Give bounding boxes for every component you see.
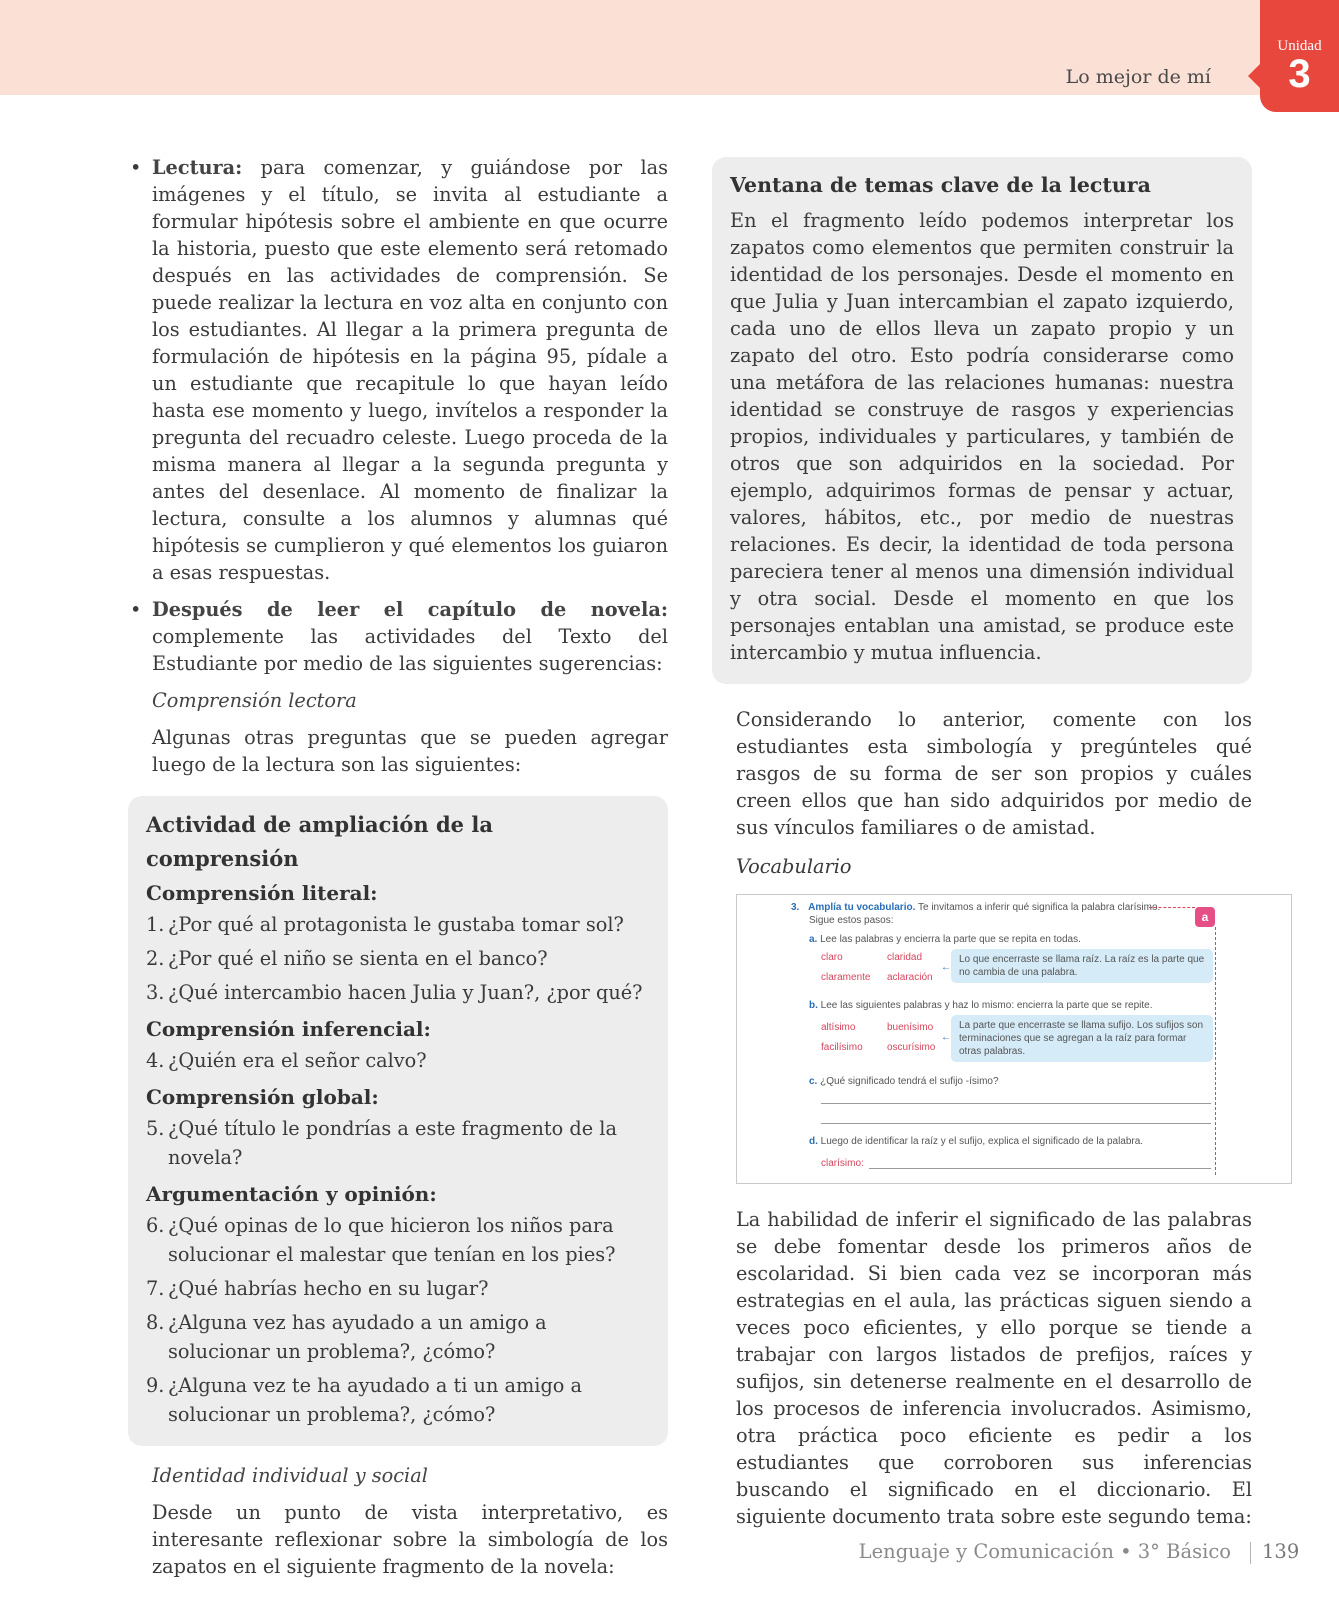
question-text: ¿Por qué al protagonista le gustaba tomar sol? xyxy=(168,913,624,936)
unit-badge xyxy=(1260,0,1339,112)
question-number: 6. xyxy=(146,1214,165,1237)
vf-word: oscurísimo xyxy=(887,1042,936,1053)
vf-word: buenísimo xyxy=(887,1022,934,1033)
question-text: ¿Qué título le pondrías a este fragmento de la novela? xyxy=(168,1117,617,1169)
vf-word: aclaración xyxy=(887,972,933,983)
bullet-heading: Después de leer el capítulo de novela: xyxy=(152,598,668,621)
bullet-text: complemente las actividades del Texto del Estudiante por medio de las siguientes sugerencias: xyxy=(152,625,668,675)
activity-section-heading: Comprensión global: xyxy=(146,1085,379,1109)
question-item xyxy=(146,978,650,1007)
question-item xyxy=(146,944,650,973)
bullet-lectura xyxy=(128,154,668,586)
vf-step-text: Luego de identificar la raíz y el sufijo, explica el significado de la palabra. xyxy=(820,1136,1144,1147)
vf-dashed-line xyxy=(1215,927,1216,1175)
answer-line xyxy=(821,1123,1211,1124)
footer-subject: Lenguaje y Comunicación • 3° Básico xyxy=(858,1540,1231,1563)
footer-divider xyxy=(1250,1542,1251,1564)
abc-icon: a xyxy=(1195,907,1215,927)
page-number: 139 xyxy=(1262,1540,1300,1563)
question-item xyxy=(146,1046,650,1075)
vf-step-text: ¿Qué significado tendrá el sufijo -ísimo? xyxy=(820,1076,999,1087)
bullet-icon: • xyxy=(130,598,142,621)
paragraph: Considerando lo anterior, comente con los estudiantes esta simbología y pregúnteles qué rasgos de su forma de ser son propios y cuáles creen ellos que han sido adquiridos por medio de sus vínculos familiares o de amistad. xyxy=(736,708,1252,839)
vf-title: Amplía tu vocabulario. xyxy=(808,902,916,913)
subheading-identidad: Identidad individual y social xyxy=(152,1464,428,1487)
question-text: ¿Qué intercambio hacen Julia y Juan?, ¿por qué? xyxy=(168,981,643,1004)
question-text: ¿Alguna vez has ayudado a un amigo a solucionar un problema?, ¿cómo? xyxy=(168,1311,547,1363)
vf-step-label: b. xyxy=(809,1000,818,1011)
question-number: 7. xyxy=(146,1277,165,1300)
question-text: ¿Por qué el niño se sienta en el banco? xyxy=(168,947,548,970)
vf-step-label: d. xyxy=(809,1136,818,1147)
activity-section-heading: Comprensión literal: xyxy=(146,881,378,905)
key-themes-text: En el fragmento leído podemos interpretar los zapatos como elementos que permiten construir la identidad de los personajes. Desde el momento en que Julia y Juan intercambian el zapato izquierdo, cada uno de ellos lleva un zapato propio y un zapato del otro. Esto podría considerarse como una metáfora de las relaciones humanas: nuestra identidad se construye de rasgos y experiencias propios, individuales y particulares, y también de otros que son adquiridos en la sociedad. Por ejemplo, adquirimos formas de pensar y actuar, valores, hábitos, etc., por medio de nuestras relaciones. Es decir, la identidad de toda persona pareciera tener al menos una dimensión individual y otra social. Desde el momento en que los personajes entablan una amistad, se produce este intercambio y mutua influencia. xyxy=(730,209,1234,664)
question-number: 9. xyxy=(146,1374,165,1397)
vf-step-a xyxy=(809,933,1081,946)
vf-header xyxy=(791,901,1160,914)
vf-step-label: a. xyxy=(809,934,818,945)
vf-word: clarísimo: xyxy=(821,1158,864,1169)
paragraph: Desde un punto de vista interpretativo, es interesante reflexionar sobre la simbología de los zapatos en el siguiente fragmento de la novela: xyxy=(152,1501,668,1578)
question-number: 4. xyxy=(146,1049,165,1072)
right-column xyxy=(712,157,1252,1530)
answer-line xyxy=(869,1168,1211,1169)
left-column xyxy=(128,154,668,1580)
question-number: 5. xyxy=(146,1117,165,1140)
unit-label: Unidad xyxy=(1277,38,1322,54)
activity-sections xyxy=(146,876,650,1429)
unit-title: Lo mejor de mí xyxy=(1065,66,1211,88)
vf-step-label: c. xyxy=(809,1076,818,1087)
footer xyxy=(0,1540,1339,1570)
bullet-despues xyxy=(128,596,668,677)
vf-word: claramente xyxy=(821,972,871,983)
activity-section-heading: Argumentación y opinión: xyxy=(146,1182,437,1206)
question-item xyxy=(146,1308,650,1366)
subheading-vocabulario: Vocabulario xyxy=(736,855,852,878)
vocabulary-activity-image xyxy=(736,894,1292,1184)
activity-title: Actividad de ampliación de la comprensión xyxy=(146,812,493,871)
question-number: 3. xyxy=(146,981,165,1004)
question-text: ¿Qué opinas de lo que hicieron los niños para solucionar el malestar que tenían en los pies? xyxy=(168,1214,616,1266)
vf-word: claridad xyxy=(887,952,923,963)
bullet-text: para comenzar, y guiándose por las imágenes y el título, se invita al estudiante a formular hipótesis sobre el ambiente en que ocurre la historia, puesto que este elemento será retomado después en las actividades de comprensión. Se puede realizar la lectura en voz alta en conjunto con los estudiantes. Al llegar a la primera pregunta de formulación de hipótesis en la página 95, pídale a un estudiante que recapitule lo que hayan leído hasta ese momento y luego, invítelos a responder la pregunta del recuadro celeste. Luego proceda de la misma manera al llegar a la segunda pregunta y antes del desenlace. Al momento de finalizar la lectura, consulte a los alumnos y alumnas qué hipótesis se cumplieron y qué elementos los guiaron a esas respuestas. xyxy=(152,156,668,584)
vf-word: claro xyxy=(821,952,843,963)
vf-step-text: Lee las siguientes palabras y haz lo mismo: encierra la parte que se repite. xyxy=(820,1000,1153,1011)
vf-word: altísimo xyxy=(821,1022,856,1033)
vf-intro2: Sigue estos pasos: xyxy=(809,915,894,926)
vf-step-text: Lee las palabras y encierra la parte que se repita en todas. xyxy=(820,934,1081,945)
key-themes-title: Ventana de temas clave de la lectura xyxy=(730,173,1151,197)
question-text: ¿Qué habrías hecho en su lugar? xyxy=(168,1277,489,1300)
question-number: 8. xyxy=(146,1311,165,1334)
unit-number: 3 xyxy=(1288,52,1311,96)
arrow-left-icon: ← xyxy=(941,1032,951,1043)
question-item xyxy=(146,1371,650,1429)
bullet-heading: Lectura: xyxy=(152,156,243,179)
vf-number: 3. xyxy=(791,902,800,913)
vf-word: facilísimo xyxy=(821,1042,863,1053)
question-item xyxy=(146,1114,650,1172)
vf-step-c xyxy=(809,1075,999,1088)
question-text: ¿Quién era el señor calvo? xyxy=(168,1049,427,1072)
bullet-icon: • xyxy=(130,156,142,179)
arrow-left-icon: ← xyxy=(941,962,951,973)
vf-note-raiz: Lo que encerraste se llama raíz. La raíz es la parte que no cambia de una palabra. xyxy=(951,949,1213,983)
subheading-comprension: Comprensión lectora xyxy=(152,689,357,712)
question-text: ¿Alguna vez te ha ayudado a ti un amigo a solucionar un problema?, ¿cómo? xyxy=(168,1374,583,1426)
activity-section-heading: Comprensión inferencial: xyxy=(146,1017,431,1041)
vf-step-b xyxy=(809,999,1153,1012)
activity-box xyxy=(128,796,668,1446)
question-item xyxy=(146,1211,650,1269)
question-item xyxy=(146,910,650,939)
question-number: 1. xyxy=(146,913,165,936)
vf-step-d xyxy=(809,1135,1143,1148)
question-item xyxy=(146,1274,650,1303)
vf-intro: Te invitamos a inferir qué significa la palabra clarísimo. xyxy=(915,902,1161,913)
paragraph: La habilidad de inferir el significado de las palabras se debe fomentar desde los primeros años de escolaridad. Si bien cada vez se incorporan más estrategias en el aula, las prácticas siguen siendo a veces poco eficientes, y ello porque se tiende a trabajar con largos listados de prefijos, raíces y sufijos, sin detenerse realmente en el desarrollo de los procesos de inferencia involucrados. Asimismo, otra práctica poco eficiente es pedir a los estudiantes que corroboren sus inferencias buscando el significado en el diccionario. El siguiente documento trata sobre este segundo tema: xyxy=(736,1208,1252,1528)
paragraph: Algunas otras preguntas que se pueden agregar luego de la lectura son las siguientes: xyxy=(152,726,668,776)
question-number: 2. xyxy=(146,947,165,970)
vf-note-sufijo: La parte que encerraste se llama sufijo. Los sufijos son terminaciones que se agregan a la raíz para formar otras palabras. xyxy=(951,1015,1213,1062)
vf-dashed-line xyxy=(1149,907,1195,908)
key-themes-box xyxy=(712,157,1252,684)
answer-line xyxy=(821,1103,1211,1104)
